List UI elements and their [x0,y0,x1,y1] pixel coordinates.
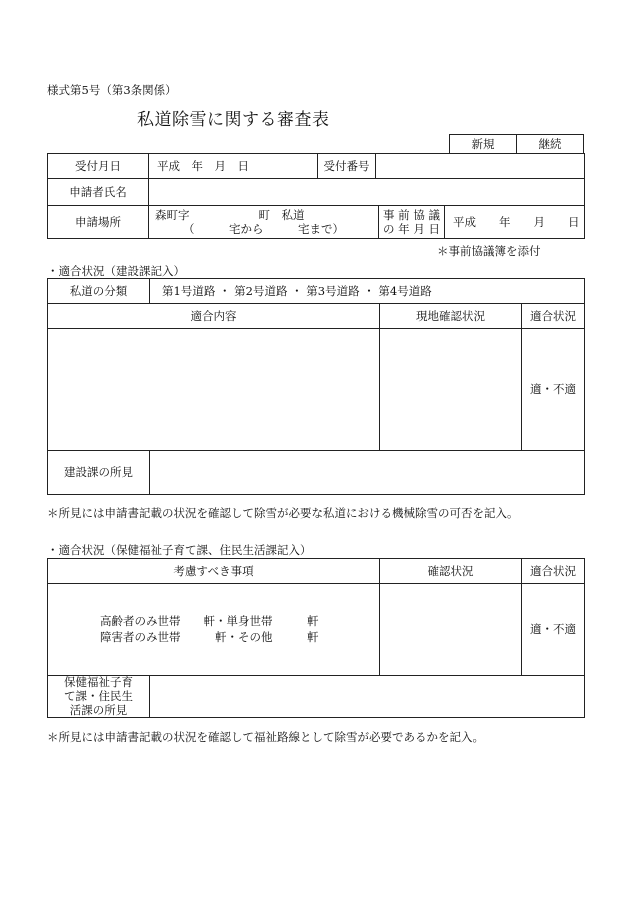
welfare-opinion-line-2: て課・住民生 [64,688,133,703]
opinion-label: 建設課の所見 [48,451,150,495]
section2-table [47,558,585,718]
classification-options[interactable]: 第1号道路 ・ 第2号道路 ・ 第3号道路 ・ 第4号道路 [150,279,585,304]
status-value-2[interactable]: 適・不適 [522,584,585,676]
location-line-1: 森町字 町 私道 [155,207,305,222]
content-field[interactable] [48,329,380,451]
field-check-field[interactable] [380,329,522,451]
welfare-opinion-line-3: 活課の所見 [69,702,128,717]
received-date-value[interactable]: 平成 年 月 日 [149,154,318,179]
form-number: 様式第5号（第3条関係） [47,83,177,97]
applicant-field[interactable] [149,179,585,206]
received-date-label: 受付月日 [48,154,149,179]
check-field[interactable] [380,584,522,676]
type-continue[interactable]: 継続 [517,135,584,154]
status-value[interactable]: 適・不適 [522,329,585,451]
location-line-2: （ 宅から 宅まで） [183,222,344,236]
section1-table [47,278,585,495]
col-considerations-header: 考慮すべき事項 [48,559,380,584]
elderly-single-line: 高齢者のみ世帯 軒・単身世帯 軒 [100,613,319,628]
col-field-check-header: 現地確認状況 [380,304,522,329]
section2-heading: ・適合状況（保健福祉子育て課、住民生活課記入） [47,543,312,557]
receipt-number-label: 受付番号 [318,154,376,179]
location-field[interactable] [149,206,379,239]
consult-label-line-1: 事 前 協 議 [383,207,440,222]
col-content-header: 適合内容 [48,304,380,329]
application-type-table [449,134,584,154]
section2-note: ＊所見には申請書記載の状況を確認して福祉路線として除雪が必要であるかを記入。 [47,730,484,744]
classification-label: 私道の分類 [48,279,150,304]
receipt-number-field[interactable] [376,154,585,179]
section1-note: ＊所見には申請書記載の状況を確認して除雪が必要な私道における機械除雪の可否を記入。 [47,506,519,520]
consult-note: ＊事前協議簿を添付 [437,244,541,258]
applicant-label: 申請者氏名 [48,179,149,206]
location-label: 申請場所 [48,206,149,239]
section1-heading: ・適合状況（建設課記入） [47,264,185,278]
col-status-header: 適合状況 [522,304,585,329]
considerations-field[interactable] [48,584,380,676]
type-new[interactable]: 新規 [450,135,517,154]
welfare-opinion-line-1: 保健福祉子育 [64,675,133,689]
opinion-field[interactable] [150,451,585,495]
welfare-opinion-label [48,676,150,718]
disabled-other-line: 障害者のみ世帯 軒・その他 軒 [100,629,319,644]
consult-label-line-2: の 年 月 日 [383,222,440,236]
col-status-header-2: 適合状況 [522,559,585,584]
col-check-header: 確認状況 [380,559,522,584]
welfare-opinion-field[interactable] [150,676,585,718]
basic-info-table [47,153,585,239]
consult-date-value[interactable]: 平成 年 月 日 [445,206,585,239]
consult-date-label [379,206,445,239]
page-title: 私道除雪に関する審査表 [137,110,330,130]
